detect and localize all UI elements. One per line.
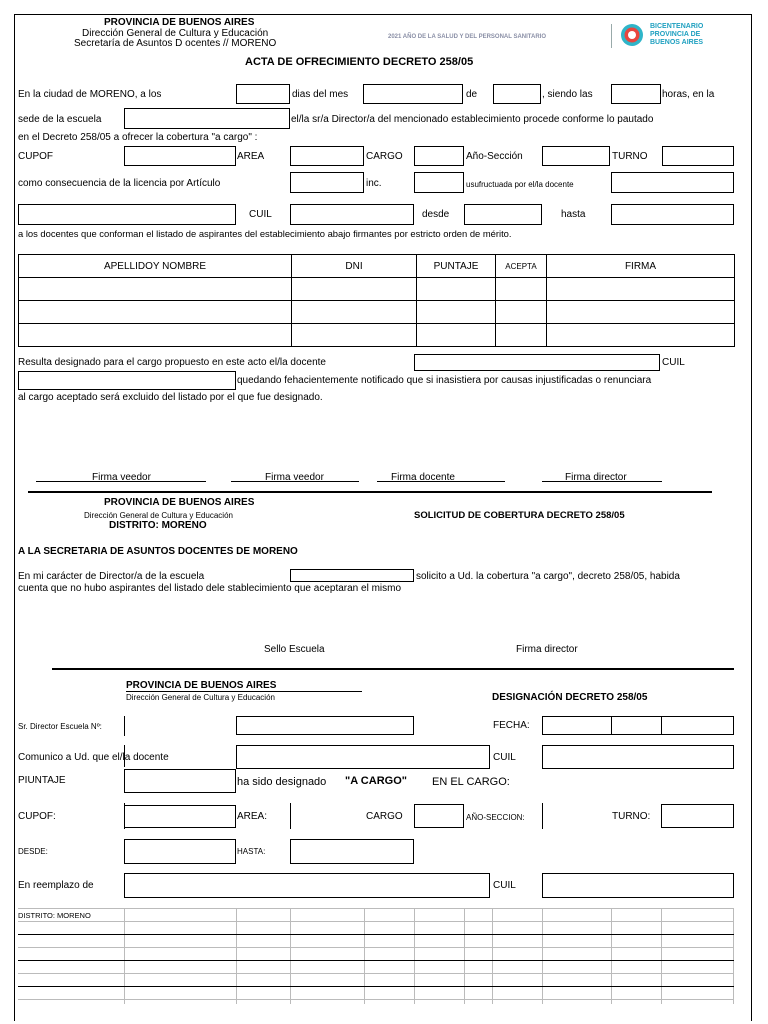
label-designacion-cuil: CUIL <box>493 752 516 763</box>
label-resultado: Resulta designado para el cargo propuesto en este acto el/la docente <box>18 357 326 368</box>
label-designacion-area: AREA: <box>237 811 268 822</box>
label-inc: inc. <box>366 178 382 189</box>
solicitud-firma-director: Firma director <box>516 644 578 655</box>
designacion-docente-field[interactable] <box>236 745 490 769</box>
logo-line3: BUENOS AIRES <box>650 39 704 46</box>
logo-line1: BICENTENARIO <box>650 23 704 30</box>
sello-escuela: Sello Escuela <box>264 644 325 655</box>
label-a-cargo: "A CARGO" <box>345 775 407 787</box>
bicentenario-logo-icon <box>620 23 644 47</box>
label-hasta: hasta <box>561 209 586 220</box>
articulo-field[interactable] <box>290 172 364 193</box>
label-decreto-text: en el Decreto 258/05 a ofrecer la cobertura "a cargo" : <box>18 132 258 143</box>
solicitud-escuela-field[interactable] <box>290 569 414 582</box>
cuil-field[interactable] <box>290 204 414 225</box>
grid-divider <box>542 803 543 829</box>
header-direccion: Dirección General de Cultura y Educación <box>82 28 269 39</box>
resultado-cuil-field[interactable] <box>18 371 236 390</box>
designacion-cuil-field[interactable] <box>542 745 734 769</box>
logo-line2: PROVINCIA DE <box>650 31 701 38</box>
table-header-row <box>19 255 735 278</box>
acta-title: ACTA DE OFRECIMIENTO DECRETO 258/05 <box>245 56 474 68</box>
inc-field[interactable] <box>414 172 464 193</box>
label-cargo: CARGO <box>366 151 403 162</box>
label-sede: sede de la escuela <box>18 114 102 125</box>
header-firma: FIRMA <box>547 255 735 278</box>
escuela-field[interactable] <box>124 108 290 129</box>
designacion-puntaje-field[interactable] <box>124 769 236 793</box>
table-row[interactable] <box>19 301 735 324</box>
label-de: de <box>466 89 478 100</box>
label-designacion-turno: TURNO: <box>612 811 651 822</box>
firma-veedor-1: Firma veedor <box>92 472 151 483</box>
header-apellido: APELLIDOY NOMBRE <box>19 255 292 278</box>
anio-banner: 2021 AÑO DE LA SALUD Y DEL PERSONAL SANITARIO <box>388 34 547 40</box>
designacion-hasta-field[interactable] <box>290 839 414 864</box>
mes-field[interactable] <box>363 84 463 104</box>
reemplazo-cuil-field[interactable] <box>542 873 734 898</box>
label-anio-seccion: Año-Sección <box>466 151 523 162</box>
header-secretaria: Secretaría de Asuntos D ocentes // MORENO <box>74 38 277 49</box>
firma-veedor-2: Firma veedor <box>265 472 324 483</box>
firma-director: Firma director <box>565 472 627 483</box>
label-excluido: al cargo aceptado será excluido del listado por el que fue designado. <box>18 392 323 403</box>
horas-field[interactable] <box>611 84 661 104</box>
hasta-field[interactable] <box>611 204 734 225</box>
table-row[interactable] <box>19 324 735 347</box>
dias-field[interactable] <box>236 84 290 104</box>
fecha-dia-field[interactable] <box>542 716 612 735</box>
label-fecha: FECHA: <box>493 720 530 731</box>
label-comunico: Comunico a Ud. que el/la docente <box>18 752 169 763</box>
section-divider <box>28 491 712 493</box>
label-dias-mes: dias del mes <box>292 89 349 100</box>
solicitud-title: SOLICITUD DE COBERTURA DECRETO 258/05 <box>414 510 625 521</box>
label-resultado-cuil: CUIL <box>662 357 685 368</box>
cupof-field[interactable] <box>124 146 236 166</box>
fecha-anio-field[interactable] <box>661 716 734 735</box>
label-designacion-distrito: DISTRITO: MORENO <box>18 911 91 920</box>
label-notificado: quedando fehacientemente notificado que si inasistiera por causas injustificadas o renunciara <box>237 375 652 386</box>
label-designacion-cupof: CUPOF: <box>18 811 56 822</box>
label-cupof: CUPOF <box>18 151 53 162</box>
label-cuenta: cuenta que no hubo aspirantes del listado dele stablecimiento que aceptaran el mismo <box>18 583 402 594</box>
label-designacion-cargo: CARGO <box>366 811 403 822</box>
aspirantes-table <box>18 254 735 347</box>
label-designacion-hasta: HASTA: <box>237 847 266 856</box>
designacion-desde-field[interactable] <box>124 839 236 864</box>
distrito-grid <box>18 908 734 1004</box>
header-puntaje: PUNTAJE <box>417 255 496 278</box>
label-reemplazo-cuil: CUIL <box>493 880 516 891</box>
docente-designado-field[interactable] <box>414 354 660 371</box>
desde-field[interactable] <box>464 204 542 225</box>
table-row[interactable] <box>19 278 735 301</box>
section-divider <box>52 668 734 670</box>
turno-field[interactable] <box>662 146 734 166</box>
label-solicito: solicito a Ud. la cobertura "a cargo", decreto 258/05, habida <box>416 571 680 582</box>
designacion-title: DESIGNACIÓN DECRETO 258/05 <box>492 692 648 703</box>
header-provincia: PROVINCIA DE BUENOS AIRES <box>104 17 255 28</box>
label-en-el-cargo: EN EL CARGO: <box>432 776 510 788</box>
label-aspirantes: a los docentes que conforman el listado de aspirantes del establecimiento abajo firmantes por estricto orden de mérito. <box>18 228 512 239</box>
banner-divider <box>611 24 612 48</box>
label-en-ciudad: En la ciudad de MORENO, a los <box>18 89 162 100</box>
label-reemplazo: En reemplazo de <box>18 880 94 891</box>
label-designacion-desde: DESDE: <box>18 847 48 856</box>
designacion-turno-field[interactable] <box>661 804 734 828</box>
docente-licencia-field[interactable] <box>611 172 734 193</box>
header-acepta: ACEPTA <box>496 255 547 278</box>
solicitud-distrito: DISTRITO: MORENO <box>109 520 207 531</box>
area-field[interactable] <box>290 146 364 166</box>
label-puntaje: PIUNTAJE <box>18 775 66 786</box>
grid-divider <box>290 803 291 829</box>
label-consecuencia: como consecuencia de la licencia por Artículo <box>18 178 221 189</box>
designacion-cupof-field[interactable] <box>124 805 236 828</box>
reemplazo-field[interactable] <box>124 873 490 898</box>
docente-nombre-field[interactable] <box>18 204 236 225</box>
label-desde: desde <box>422 209 450 220</box>
solicitud-direccion: Dirección General de Cultura y Educación <box>84 511 233 520</box>
designacion-cargo-field[interactable] <box>414 804 464 828</box>
label-designacion-anio-seccion: AÑO-SECCION: <box>466 813 525 822</box>
label-designado: ha sido designado <box>237 776 327 788</box>
label-caracter: En mi carácter de Director/a de la escuela <box>18 571 205 582</box>
escuela-nro-field[interactable] <box>236 716 414 735</box>
header-dni: DNI <box>292 255 417 278</box>
label-cuil: CUIL <box>249 209 272 220</box>
firma-docente: Firma docente <box>391 472 455 483</box>
label-siendo-las: , siendo las <box>542 89 593 100</box>
anio-seccion-field[interactable] <box>542 146 610 166</box>
label-turno: TURNO <box>612 151 648 162</box>
label-area: AREA <box>237 151 265 162</box>
solicitud-provincia: PROVINCIA DE BUENOS AIRES <box>104 497 255 508</box>
label-horas: horas, en la <box>662 89 715 100</box>
grid-divider <box>124 716 125 736</box>
fecha-mes-field[interactable] <box>611 716 662 735</box>
designacion-direccion: Dirección General de Cultura y Educación <box>126 693 275 702</box>
anio-field[interactable] <box>493 84 541 104</box>
label-director-text: el/la sr/a Director/a del mencionado establecimiento procede conforme lo pautado <box>291 114 654 125</box>
label-sr-director: Sr. Director Escuela Nº: <box>18 722 102 731</box>
label-usufructuada: usufructuada por el/la docente <box>466 180 574 189</box>
solicitud-dirigido: A LA SECRETARIA DE ASUNTOS DOCENTES DE MORENO <box>18 546 298 557</box>
cargo-field[interactable] <box>414 146 464 166</box>
designacion-provincia: PROVINCIA DE BUENOS AIRES <box>126 680 277 691</box>
